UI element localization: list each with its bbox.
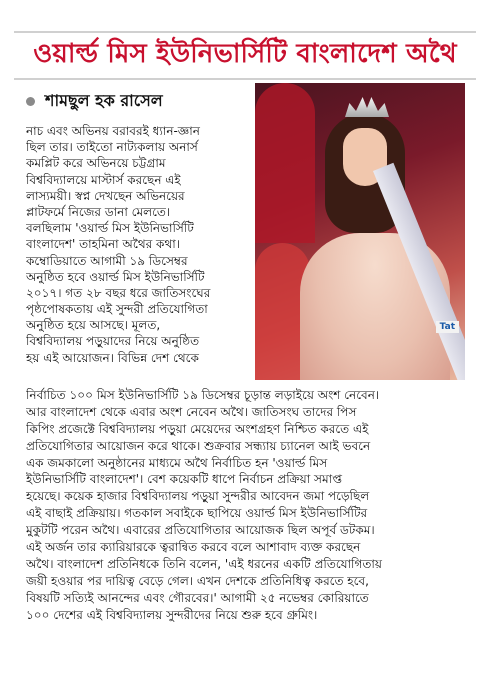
photo-background-figure xyxy=(255,83,315,243)
article-text-line: পৃষ্ঠপোষকতায় এই সুন্দরী প্রতিযোগিতা xyxy=(26,302,208,317)
article-text-line: হয়েছে। কয়েক হাজার বিশ্ববিদ্যালয় পড়ুয়া সুন্দরীর আবেদন জমা পড়েছিল xyxy=(26,489,370,504)
photo-tag: Tat xyxy=(436,321,459,333)
article-text-line: কিপিং প্রজেক্টে বিশ্ববিদ্যালয় পড়ুয়া মেয়েদের অংশগ্রহণ নিশ্চিত করতে এই xyxy=(26,421,369,436)
article-text-line: বিষয়টি সত্যিই আনন্দের এবং গৌরবের।' আগামী ২৫ নভেম্বর কোরিয়াতে xyxy=(26,590,369,605)
article-text-line: ২০১৭। গত ২৮ বছর ধরে জাতিসংঘের xyxy=(26,285,211,300)
byline-bullet-icon xyxy=(26,97,35,106)
article-text-line: এই অর্জন তার ক্যারিয়ারকে ত্বরান্বিত করবে বলে আশাবাদ ব্যক্ত করছেন xyxy=(26,540,361,555)
headline-bottom-rule xyxy=(14,78,476,80)
article-text-line: এই বাছাই প্রক্রিয়ায়। গতকাল সবাইকে ছাপিয়ে ওয়ার্ল্ড মিস ইউনিভার্সিটির xyxy=(26,506,368,521)
article-text-line: বিশ্ববিদ্যালয় পড়ুয়াদের নিয়ে অনুষ্ঠিত xyxy=(26,334,200,349)
article-text-line: বিশ্ববিদ্যালয়ে মাস্টার্স করছেন এই xyxy=(26,172,181,187)
article-column-text xyxy=(26,123,252,366)
article-text-line: বলছিলাম 'ওয়ার্ল্ড মিস ইউনিভার্সিটি xyxy=(26,221,194,236)
article-text-line: আর বাংলাদেশ থেকে এবার অংশ নেবেন অথৈ। জাতিসংঘ তাদের পিস xyxy=(26,404,357,419)
article-wide-text xyxy=(26,387,472,623)
article-text-line: নির্বাচিত ১০০ মিস ইউনিভার্সিটি ১৯ ডিসেম্বর চূড়ান্ত লড়াইয়ে অংশ নেবেন। xyxy=(26,388,380,402)
article-text-line: জয়ী হওয়ার পর দায়িত্ব বেড়ে গেল। এখন দেশকে প্রতিনিধিত্ব করতে হবে, xyxy=(26,573,369,588)
article-text-line: নাচ এবং অভিনয় বরাবরই ধ্যান-জ্ঞান xyxy=(26,124,200,138)
article-text-line: ইউনিভার্সিটি বাংলাদেশ'। বেশ কয়েকটি ধাপে নির্বাচন প্রক্রিয়া সমাপ্ত xyxy=(26,472,342,487)
article-text-line: বাংলাদেশ' তাহমিনা অথৈর কথা। xyxy=(26,237,180,252)
article-text-line: অথৈ। বাংলাদেশ প্রতিনিধকে তিনি বলেন, 'এই ধরনের একটি প্রতিযোগিতায় xyxy=(26,556,382,571)
article-text-line: হয় এই আয়োজন। বিভিন্ন দেশ থেকে xyxy=(26,350,199,365)
article-text-line: মুকুটটি পরেন অথৈ। এবারের প্রতিযোগিতার আয়োজক ছিল অপূর্ব ডটকম। xyxy=(26,523,375,538)
author-name: শামছুল হক রাসেল xyxy=(45,90,163,110)
article-text-line: প্রতিযোগিতার আয়োজন করে থাকে। শুক্রবার সন্ধ্যায় চ্যানেল আই ভবনে xyxy=(26,438,371,453)
article-text-line: এক জমকালো অনুষ্ঠানের মাধ্যমে অথৈ নির্বাচিত হন 'ওয়ার্ল্ড মিস xyxy=(26,455,328,470)
article-text-line: কমপ্লিট করে অভিনয়ে চট্টগ্রাম xyxy=(26,156,166,171)
article-text-line: অনুষ্ঠিত হয়ে আসছে। মূলত, xyxy=(26,318,161,333)
crown-icon xyxy=(345,97,389,117)
article-photo xyxy=(255,83,465,380)
article-text-line: কম্বোডিয়াতে আগামী ১৯ ডিসেম্বর xyxy=(26,253,188,268)
article-text-line: ১০০ দেশের এই বিশ্ববিদ্যালয় সুন্দরীদের নিয়ে শুরু হবে গ্রুমিং। xyxy=(26,607,318,622)
byline xyxy=(26,90,163,112)
article-text-line: অনুষ্ঠিত হবে ওয়ার্ল্ড মিস ইউনিভার্সিটি xyxy=(26,269,205,284)
headline: ওয়ার্ল্ড মিস ইউনিভার্সিটি বাংলাদেশ অথৈ xyxy=(33,39,457,69)
article-text-line: প্লাটফর্মে নিজের ডানা মেলতে। xyxy=(26,204,171,219)
article-text-line: ছিল তার। তাইতো নাট্যকলায় অনার্স xyxy=(26,140,198,155)
article-text-line: লাস্যময়ী। স্বপ্ন দেখছেন অভিনয়ের xyxy=(26,188,185,203)
